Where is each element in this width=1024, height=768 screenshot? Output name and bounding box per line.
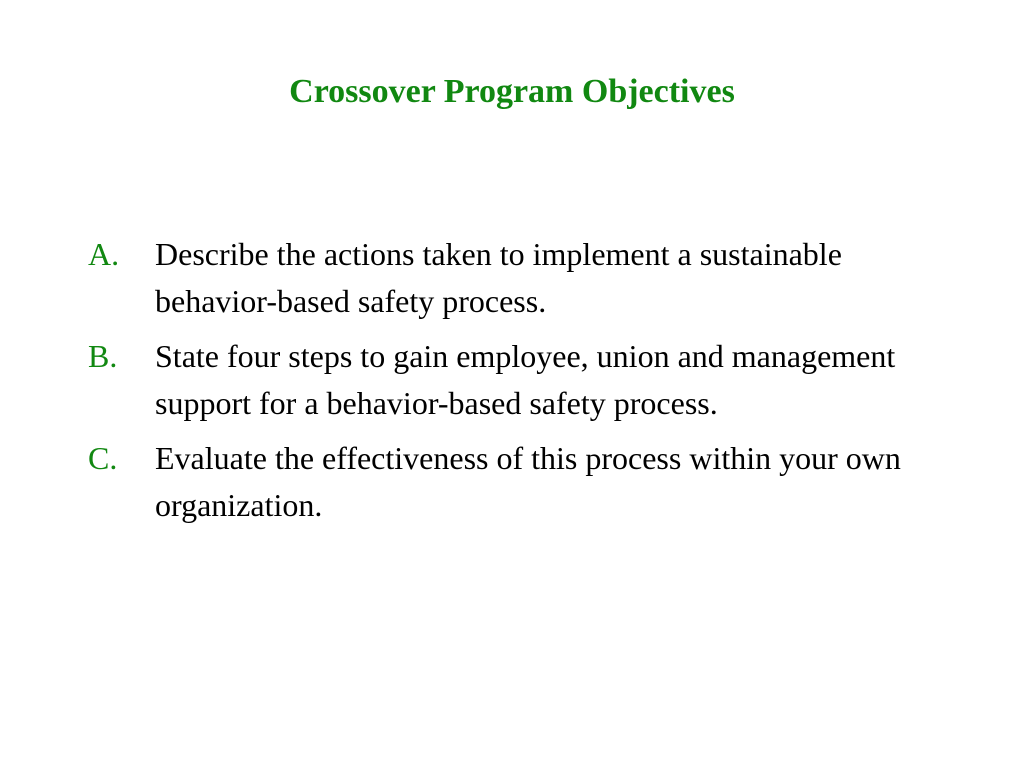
objectives-list: [88, 231, 948, 537]
slide-title: Crossover Program Objectives: [289, 73, 735, 110]
objective-text: State four steps to gain employee, union and management support for a behavior-based safety process.: [155, 338, 896, 421]
objective-item-b: [88, 333, 948, 427]
objective-item-c: [88, 435, 948, 529]
objective-text: Describe the actions taken to implement a sustainable behavior-based safety process.: [155, 236, 842, 319]
objective-text: Evaluate the effectiveness of this process within your own organization.: [155, 440, 901, 523]
objective-marker: A.: [88, 236, 120, 272]
objective-marker: C.: [88, 440, 118, 476]
objective-marker: B.: [88, 338, 118, 374]
objective-item-a: [88, 231, 948, 325]
